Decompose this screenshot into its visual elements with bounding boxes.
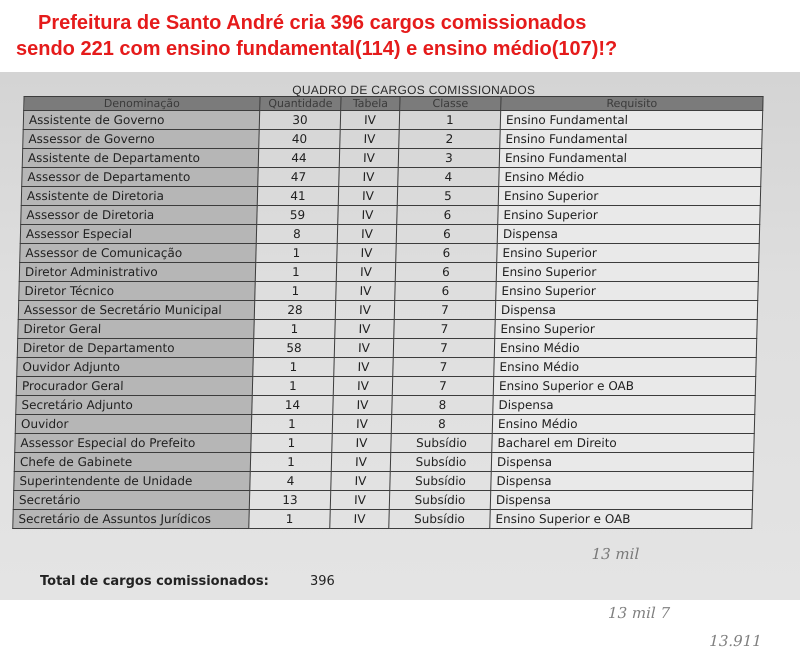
cell-classe: 4 [398, 168, 499, 187]
cell-tabela: IV [332, 415, 391, 434]
cell-tabela: IV [333, 396, 392, 415]
cell-classe: 6 [396, 244, 497, 263]
header-tabela: Tabela [341, 97, 400, 111]
table-row [21, 187, 760, 206]
cell-quantidade: 1 [254, 320, 335, 339]
cell-tabela: IV [340, 130, 399, 149]
cell-denominacao: Assessor de Diretoria [21, 206, 257, 225]
cell-tabela: IV [340, 111, 399, 130]
cell-classe: 8 [392, 396, 493, 415]
cell-quantidade: 28 [254, 301, 335, 320]
cell-quantidade: 4 [250, 472, 331, 491]
cell-requisito: Ensino Médio [492, 415, 754, 434]
cell-requisito: Ensino Fundamental [500, 111, 762, 130]
table-row [18, 301, 757, 320]
table-row [16, 377, 755, 396]
cell-quantidade: 8 [256, 225, 337, 244]
cell-requisito: Ensino Médio [499, 168, 761, 187]
table-row [22, 168, 761, 187]
table-row [14, 472, 753, 491]
cell-denominacao: Diretor Administrativo [19, 263, 255, 282]
cell-classe: 2 [399, 130, 500, 149]
cell-classe: Subsídio [391, 434, 492, 453]
table-row [23, 130, 762, 149]
cell-denominacao: Assessor Especial do Prefeito [15, 434, 251, 453]
table-row [13, 491, 752, 510]
cell-tabela: IV [338, 206, 397, 225]
cell-tabela: IV [334, 339, 393, 358]
cell-requisito: Dispensa [491, 453, 753, 472]
table-row [22, 149, 761, 168]
cell-requisito: Ensino Superior e OAB [493, 377, 755, 396]
cell-requisito: Dispensa [490, 491, 752, 510]
header-requisito: Requisito [501, 97, 763, 111]
cell-requisito: Ensino Superior [495, 320, 757, 339]
cell-denominacao: Superintendente de Unidade [14, 472, 250, 491]
cell-quantidade: 1 [256, 244, 337, 263]
cell-quantidade: 1 [255, 263, 336, 282]
cell-quantidade: 58 [253, 339, 334, 358]
cell-quantidade: 13 [249, 491, 330, 510]
table-row [13, 510, 752, 529]
document-photo [0, 72, 800, 650]
cell-tabela: IV [335, 320, 394, 339]
table-row [15, 415, 754, 434]
total-value: 396 [310, 574, 335, 589]
cell-tabela: IV [334, 358, 393, 377]
cell-quantidade: 1 [253, 358, 334, 377]
header-quantidade: Quantidade [260, 97, 341, 111]
table-row [19, 263, 758, 282]
cell-classe: 6 [395, 282, 496, 301]
cell-quantidade: 59 [257, 206, 338, 225]
cell-quantidade: 30 [259, 111, 340, 130]
cell-denominacao: Diretor Técnico [19, 282, 255, 301]
header-denominacao: Denominação [24, 97, 260, 111]
header-classe: Classe [400, 97, 501, 111]
cargos-table [12, 96, 763, 529]
cell-quantidade: 1 [250, 453, 331, 472]
headline [0, 0, 800, 72]
cell-quantidade: 1 [249, 510, 330, 529]
cell-quantidade: 1 [251, 434, 332, 453]
cell-denominacao: Secretário Adjunto [16, 396, 252, 415]
total-label: Total de cargos comissionados: [40, 574, 269, 589]
cell-classe: 6 [395, 263, 496, 282]
cell-quantidade: 40 [259, 130, 340, 149]
cell-quantidade: 41 [257, 187, 338, 206]
cell-tabela: IV [330, 491, 389, 510]
cell-classe: 5 [397, 187, 498, 206]
cell-quantidade: 14 [252, 396, 333, 415]
cell-classe: 6 [396, 225, 497, 244]
cell-requisito: Ensino Médio [494, 339, 756, 358]
table-header-row [24, 97, 763, 111]
cell-requisito: Bacharel em Direito [492, 434, 754, 453]
cell-quantidade: 1 [252, 377, 333, 396]
cell-denominacao: Diretor de Departamento [17, 339, 253, 358]
cell-requisito: Ensino Superior e OAB [490, 510, 752, 529]
cell-requisito: Ensino Superior [496, 263, 758, 282]
table-row [14, 453, 753, 472]
table-row [20, 244, 759, 263]
table-row [15, 434, 754, 453]
cell-denominacao: Assessor de Departamento [22, 168, 258, 187]
table-body [13, 111, 763, 529]
cell-requisito: Ensino Médio [494, 358, 756, 377]
cell-tabela: IV [339, 149, 398, 168]
cell-denominacao: Procurador Geral [16, 377, 252, 396]
cell-tabela: IV [331, 472, 390, 491]
cell-requisito: Dispensa [497, 225, 759, 244]
cell-quantidade: 1 [251, 415, 332, 434]
cell-classe: 3 [398, 149, 499, 168]
table-row [19, 282, 758, 301]
cell-quantidade: 44 [258, 149, 339, 168]
cell-classe: Subsídio [389, 510, 490, 529]
cell-tabela: IV [336, 282, 395, 301]
cell-denominacao: Secretário de Assuntos Jurídicos [13, 510, 249, 529]
cell-tabela: IV [336, 263, 395, 282]
cell-classe: 8 [391, 415, 492, 434]
cell-tabela: IV [338, 187, 397, 206]
table-row [16, 396, 755, 415]
cell-denominacao: Chefe de Gabinete [14, 453, 250, 472]
cell-denominacao: Assessor de Governo [23, 130, 259, 149]
cell-classe: 7 [393, 339, 494, 358]
cell-tabela: IV [335, 301, 394, 320]
table-row [18, 320, 757, 339]
cell-tabela: IV [339, 168, 398, 187]
headline-line-2: sendo 221 com ensino fundamental(114) e ensino médio(107)!? [16, 38, 618, 60]
handwritten-note-3: 13.911 [709, 632, 763, 650]
cell-requisito: Dispensa [495, 301, 757, 320]
cell-classe: 7 [393, 358, 494, 377]
table-row [17, 339, 756, 358]
cell-requisito: Ensino Superior [496, 282, 758, 301]
cell-classe: 6 [397, 206, 498, 225]
cell-denominacao: Ouvidor [15, 415, 251, 434]
cell-denominacao: Assistente de Governo [23, 111, 259, 130]
cell-requisito: Ensino Superior [497, 244, 759, 263]
cell-requisito: Dispensa [491, 472, 753, 491]
table-row [23, 111, 762, 130]
table-row [21, 206, 760, 225]
handwritten-note-1: 13 mil [591, 545, 640, 563]
cell-tabela: IV [332, 434, 391, 453]
cell-classe: 7 [394, 320, 495, 339]
cell-denominacao: Ouvidor Adjunto [17, 358, 253, 377]
cell-classe: Subsídio [389, 491, 490, 510]
cell-requisito: Ensino Fundamental [499, 149, 761, 168]
cell-requisito: Dispensa [493, 396, 755, 415]
cell-requisito: Ensino Fundamental [500, 130, 762, 149]
cell-tabela: IV [333, 377, 392, 396]
cell-denominacao: Assessor de Secretário Municipal [18, 301, 254, 320]
cell-classe: Subsídio [390, 453, 491, 472]
cell-tabela: IV [331, 453, 390, 472]
cell-denominacao: Assessor de Comunicação [20, 244, 256, 263]
cell-denominacao: Assistente de Departamento [22, 149, 258, 168]
cell-classe: 7 [394, 301, 495, 320]
cell-denominacao: Assistente de Diretoria [21, 187, 257, 206]
cell-quantidade: 47 [258, 168, 339, 187]
handwritten-note-2: 13 mil 7 [607, 604, 671, 622]
cell-tabela: IV [337, 225, 396, 244]
cell-requisito: Ensino Superior [498, 206, 760, 225]
cell-classe: 1 [399, 111, 500, 130]
cell-denominacao: Assessor Especial [20, 225, 256, 244]
cell-quantidade: 1 [255, 282, 336, 301]
cell-denominacao: Secretário [13, 491, 249, 510]
table-row [20, 225, 759, 244]
headline-line-1: Prefeitura de Santo André cria 396 cargos comissionados [38, 12, 587, 34]
table-title: QUADRO DE CARGOS COMISSIONADOS [292, 83, 536, 97]
cell-classe: 7 [392, 377, 493, 396]
table-row [17, 358, 756, 377]
cell-requisito: Ensino Superior [498, 187, 760, 206]
cell-tabela: IV [337, 244, 396, 263]
cell-classe: Subsídio [390, 472, 491, 491]
cell-denominacao: Diretor Geral [18, 320, 254, 339]
cell-tabela: IV [330, 510, 389, 529]
